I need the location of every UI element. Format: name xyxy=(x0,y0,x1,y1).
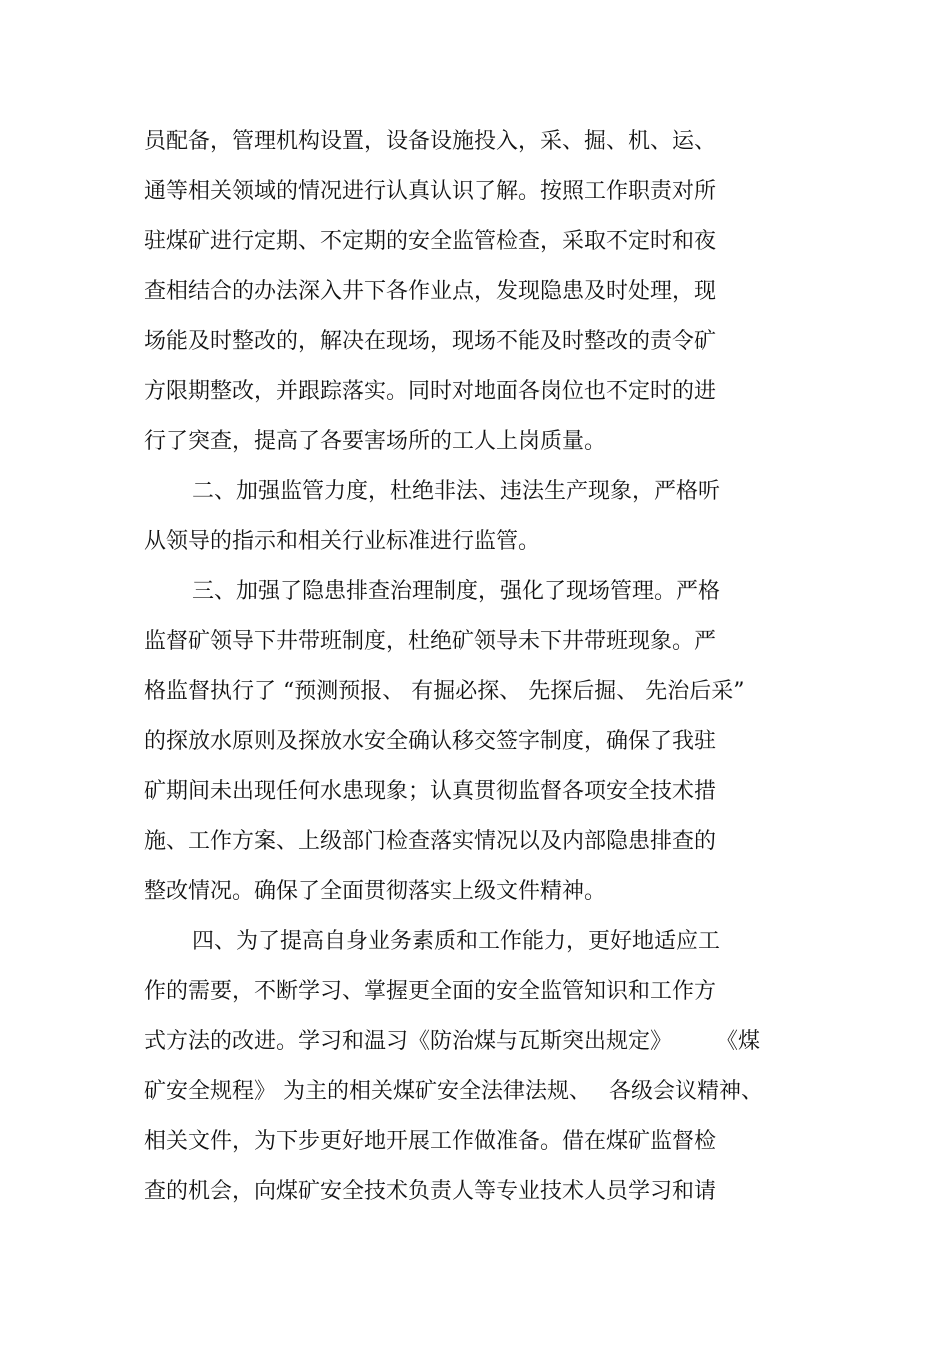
text-line: 驻煤矿进行定期、不定期的安全监管检查，采取不定时和夜 xyxy=(144,229,717,254)
text-line: 相关文件，为下步更好地开展工作做准备。借在煤矿监督检 xyxy=(144,1129,717,1154)
paragraph-start-line: 二、加强监管力度，杜绝非法、违法生产现象，严格听 xyxy=(192,479,721,504)
text-line: 施、工作方案、上级部门检查落实情况以及内部隐患排查的 xyxy=(144,829,717,854)
text-line: 方限期整改，并跟踪落实。同时对地面各岗位也不定时的进 xyxy=(144,379,717,404)
text-line: 的探放水原则及探放水安全确认移交签字制度，确保了我驻 xyxy=(144,729,717,754)
text-line: 作的需要，不断学习、掌握更全面的安全监管知识和工作方 xyxy=(144,979,717,1004)
text-line: 矿安全规程》 为主的相关煤矿安全法律法规、 各级会议精神、 xyxy=(144,1079,763,1104)
text-line: 格监督执行了 “预测预报、 有掘必探、 先探后掘、 先治后采” xyxy=(144,679,745,704)
paragraph-start-line: 三、加强了隐患排查治理制度，强化了现场管理。严格 xyxy=(192,579,721,604)
paragraph-start-line: 四、为了提高自身业务素质和工作能力，更好地适应工 xyxy=(192,929,721,954)
text-line: 场能及时整改的，解决在现场，现场不能及时整改的责令矿 xyxy=(144,329,717,354)
text-line: 员配备，管理机构设置，设备设施投入，采、掘、机、运、 xyxy=(144,129,717,154)
text-line: 行了突查，提高了各要害场所的工人上岗质量。 xyxy=(144,429,607,454)
text-line: 矿期间未出现任何水患现象；认真贯彻监督各项安全技术措 xyxy=(144,779,717,804)
text-line: 式方法的改进。学习和温习《防治煤与瓦斯突出规定》 《煤 xyxy=(144,1029,761,1054)
text-line: 通等相关领域的情况进行认真认识了解。按照工作职责对所 xyxy=(144,179,717,204)
text-line: 整改情况。确保了全面贯彻落实上级文件精神。 xyxy=(144,879,607,904)
text-line: 查的机会，向煤矿安全技术负责人等专业技术人员学习和请 xyxy=(144,1179,717,1204)
text-line: 从领导的指示和相关行业标准进行监管。 xyxy=(144,529,541,554)
text-line: 查相结合的办法深入井下各作业点，发现隐患及时处理，现 xyxy=(144,279,717,304)
text-line: 监督矿领导下井带班制度，杜绝矿领导未下井带班现象。严 xyxy=(144,629,717,654)
